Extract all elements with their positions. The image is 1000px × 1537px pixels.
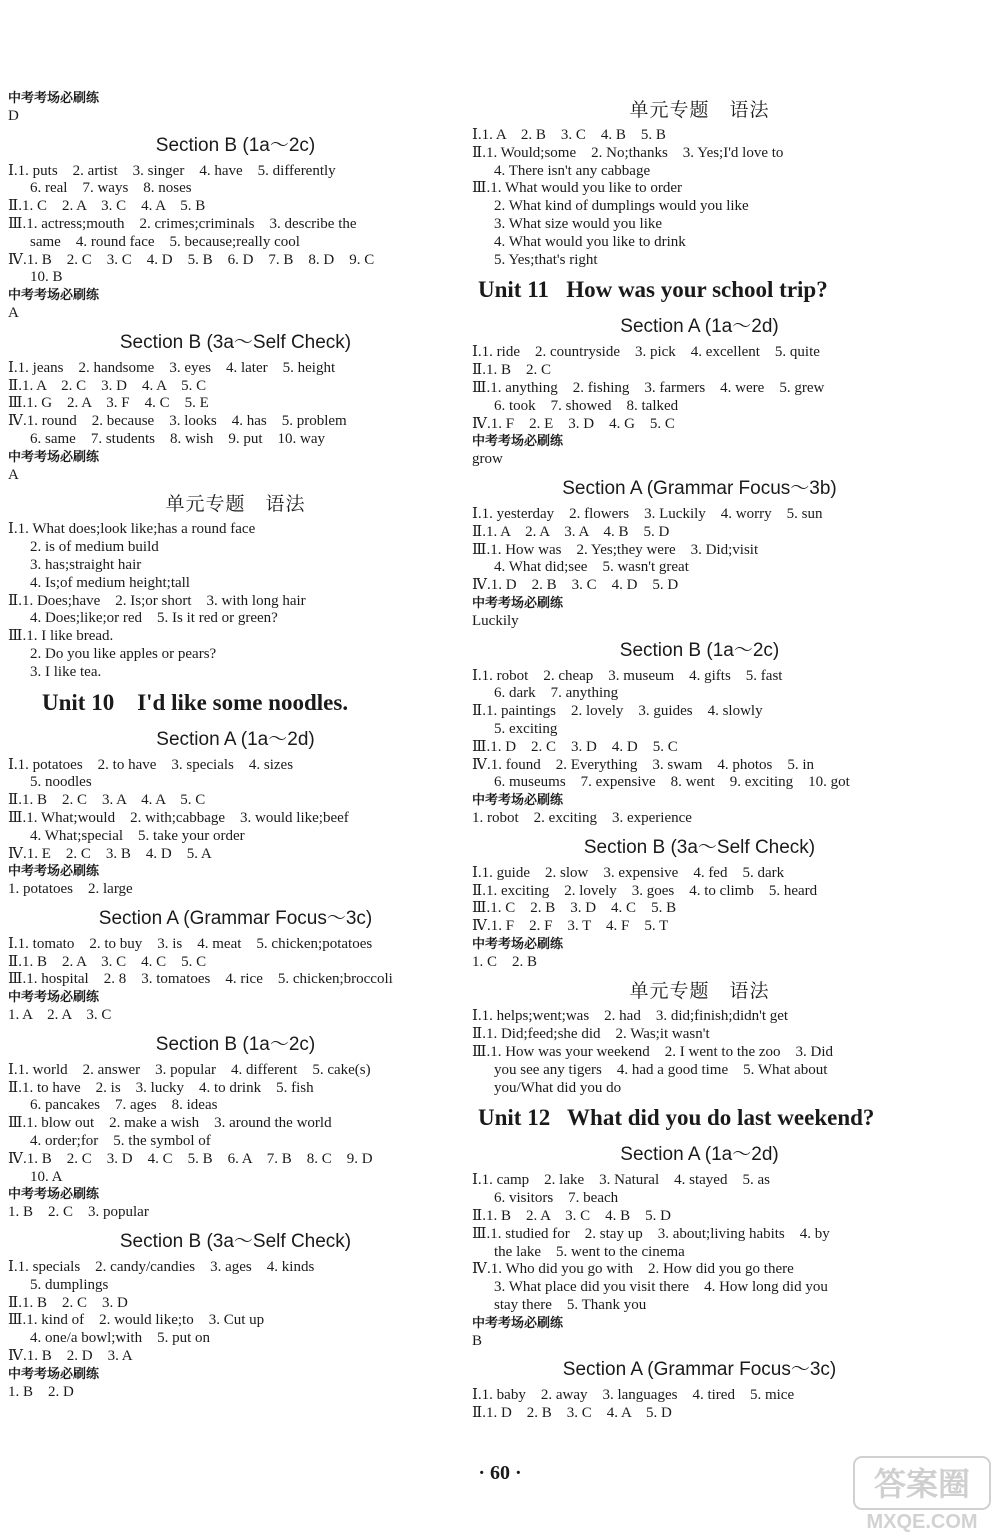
answer-line: 2. What kind of dumplings would you like (494, 198, 749, 215)
answer-line: 1. potatoes 2. large (8, 881, 133, 898)
answer-line: Ⅱ.1. B 2. C (472, 362, 551, 379)
answer-line: Ⅰ.1. specials 2. candy/candies 3. ages 4. kinds (8, 1259, 315, 1276)
answer-line: 4. Is;of medium height;tall (30, 574, 190, 591)
answer-line: 6. took 7. showed 8. talked (494, 397, 679, 414)
grammar-heading: 单元专题 语法 (629, 99, 770, 121)
answer-line: A (8, 304, 19, 321)
drill-label: 中考考场必刷练 (8, 288, 100, 304)
answer-line: 4. There isn't any cabbage (494, 162, 651, 179)
section-heading: Section A (Grammar Focus～3c) (562, 1359, 837, 1381)
answer-line: 5. Yes;that's right (494, 251, 598, 268)
answer-line: 10. A (30, 1168, 63, 1185)
unit-number: Unit 11 (478, 277, 549, 303)
answer-line: Ⅲ.1. What would you like to order (472, 180, 682, 197)
answer-line: 4. order;for 5. the symbol of (30, 1133, 211, 1150)
answer-line: 6. museums 7. expensive 8. went 9. exciting 10. got (494, 774, 850, 791)
unit-number: Unit 12 (478, 1105, 551, 1131)
section-heading: Section A (Grammar Focus～3b) (562, 477, 837, 499)
answer-line: 6. same 7. students 8. wish 9. put 10. way (30, 430, 325, 447)
answer-line: 6. pancakes 7. ages 8. ideas (30, 1097, 218, 1114)
answer-line: stay there 5. Thank you (494, 1297, 647, 1314)
section-heading: Section A (1a～2d) (620, 1144, 779, 1166)
answer-line: Ⅳ.1. D 2. B 3. C 4. D 5. D (472, 577, 679, 594)
answer-line: Ⅰ.1. puts 2. artist 3. singer 4. have 5. differently (8, 162, 336, 179)
answer-line: 4. What;special 5. take your order (30, 827, 245, 844)
answer-line: Ⅱ.1. paintings 2. lovely 3. guides 4. slowly (472, 703, 763, 720)
answer-line: Ⅳ.1. round 2. because 3. looks 4. has 5. problem (8, 413, 347, 430)
unit-title: What did you do last weekend? (567, 1105, 875, 1131)
answer-line: Ⅲ.1. hospital 2. 8 3. tomatoes 4. rice 5. chicken;broccoli (8, 971, 393, 988)
drill-label: 中考考场必刷练 (472, 936, 564, 952)
answer-line: Ⅱ.1. A 2. C 3. D 4. A 5. C (8, 377, 207, 394)
answer-line: Ⅳ.1. E 2. C 3. B 4. D 5. A (8, 845, 212, 862)
answer-line: 1. B 2. C 3. popular (8, 1204, 149, 1221)
watermark-brand: 答案圈 (873, 1465, 971, 1503)
answer-line: Luckily (472, 612, 519, 629)
answer-line: Ⅳ.1. F 2. E 3. D 4. G 5. C (472, 415, 675, 432)
answer-line: Ⅱ.1. C 2. A 3. C 4. A 5. B (8, 198, 206, 215)
section-heading: Section A (1a～2d) (620, 316, 779, 338)
grammar-heading: 单元专题 语法 (165, 493, 306, 516)
answer-line: Ⅳ.1. Who did you go with 2. How did you go there (472, 1261, 794, 1278)
answer-line: 4. Does;like;or red 5. Is it red or green? (30, 610, 278, 627)
answer-block (472, 506, 927, 595)
unit-number: Unit 10 (42, 689, 115, 715)
answer-line: 6. real 7. ways 8. noses (30, 180, 192, 197)
answer-line: Ⅲ.1. What;would 2. with;cabbage 3. would like;beef (8, 809, 349, 826)
answer-line: Ⅲ.1. C 2. B 3. D 4. C 5. B (472, 900, 677, 917)
section-heading: Section B (1a～2c) (155, 1033, 316, 1055)
section-heading: Section B (1a～2c) (155, 134, 316, 156)
answer-line: Ⅲ.1. blow out 2. make a wish 3. around the world (8, 1115, 332, 1132)
answer-line: 1. C 2. B (472, 953, 538, 970)
answer-line: D (8, 107, 19, 124)
drill-label: 中考考场必刷练 (472, 793, 564, 809)
answer-block (472, 127, 927, 269)
answer-line: Ⅳ.1. B 2. C 3. D 4. C 5. B 6. A 7. B 8. C 9. D (8, 1150, 373, 1167)
answer-block (472, 1008, 927, 1097)
drill-label: 中考考场必刷练 (472, 595, 564, 611)
section-heading: Section A (1a～2d) (156, 728, 315, 750)
answer-block (8, 360, 463, 449)
answer-line: 3. What place did you visit there 4. How long did you (494, 1279, 828, 1296)
answer-line: Ⅲ.1. How was 2. Yes;they were 3. Did;visit (472, 541, 759, 558)
answer-line: 4. one/a bowl;with 5. put on (30, 1330, 210, 1347)
answer-line: 5. dumplings (30, 1276, 109, 1293)
answer-line: Ⅰ.1. tomato 2. to buy 3. is 4. meat 5. chicken;potatoes (8, 935, 373, 952)
section-heading: Section B (3a～Self Check) (119, 331, 352, 353)
answer-line: grow (472, 451, 503, 468)
answer-line: 2. is of medium build (30, 539, 159, 556)
section-heading: Section B (3a～Self Check) (583, 836, 816, 858)
answer-block (472, 865, 927, 936)
answer-line: Ⅲ.1. actress;mouth 2. crimes;criminals 3. describe the (8, 215, 357, 232)
answer-line: 1. B 2. D (8, 1383, 74, 1400)
answer-line: Ⅰ.1. robot 2. cheap 3. museum 4. gifts 5. fast (472, 667, 783, 684)
answer-block (8, 163, 463, 288)
section-heading: Section B (3a～Self Check) (119, 1231, 352, 1253)
drill-label: 中考考场必刷练 (8, 91, 100, 106)
answer-line: Ⅲ.1. kind of 2. would like;to 3. Cut up (8, 1312, 265, 1329)
answer-line: Ⅲ.1. How was your weekend 2. I went to the zoo 3. Did (472, 1044, 834, 1061)
unit-heading (8, 686, 463, 720)
answer-line: 5. exciting (494, 720, 558, 737)
drill-label: 中考考场必刷练 (8, 864, 100, 880)
answer-line: A (8, 466, 19, 483)
answer-block (8, 521, 463, 681)
answer-block (472, 1387, 927, 1423)
answer-line: B (472, 1332, 483, 1349)
answer-line: Ⅰ.1. jeans 2. handsome 3. eyes 4. later 5. height (8, 359, 336, 376)
answer-line: Ⅱ.1. A 2. A 3. A 4. B 5. D (472, 523, 670, 540)
watermark-site: MXQE.COM (866, 1511, 978, 1533)
answer-line: 5. noodles (30, 774, 92, 791)
answer-block (8, 1259, 463, 1366)
section-heading: Section A (Grammar Focus～3c) (98, 907, 373, 929)
drill-label: 中考考场必刷练 (8, 449, 100, 465)
answer-line: Ⅱ.1. B 2. C 3. A 4. A 5. C (8, 792, 206, 809)
section-heading: Section B (1a～2c) (619, 639, 780, 661)
answer-line: you see any tigers 4. had a good time 5. What about (494, 1061, 828, 1078)
unit-heading (472, 1101, 927, 1135)
answer-block (472, 668, 927, 793)
answer-line: Ⅰ.1. potatoes 2. to have 3. specials 4. sizes (8, 756, 294, 773)
drill-label: 中考考场必刷练 (472, 1315, 564, 1331)
answer-line: Ⅳ.1. found 2. Everything 3. swam 4. photos 5. in (472, 756, 815, 773)
page-number: · 60 · (478, 1462, 522, 1484)
answer-line: Ⅰ.1. yesterday 2. flowers 3. Luckily 4. worry 5. sun (472, 505, 823, 522)
answer-line: 2. Do you like apples or pears? (30, 645, 217, 662)
answer-line: Ⅳ.1. B 2. C 3. C 4. D 5. B 6. D 7. B 8. D 9. C (8, 251, 375, 268)
answer-line: Ⅳ.1. F 2. F 3. T 4. F 5. T (472, 918, 669, 935)
answer-line: 1. A 2. A 3. C (8, 1007, 112, 1024)
drill-label: 中考考场必刷练 (8, 990, 100, 1006)
drill-label: 中考考场必刷练 (472, 434, 564, 450)
answer-line: Ⅱ.1. B 2. C 3. D (8, 1294, 128, 1311)
answer-line: Ⅲ.1. anything 2. fishing 3. farmers 4. were 5. grew (472, 379, 825, 396)
answer-line: the lake 5. went to the cinema (494, 1243, 685, 1260)
answer-line: 3. I like tea. (30, 663, 102, 680)
unit-title: How was your school trip? (566, 277, 828, 303)
unit-title: I'd like some noodles. (137, 689, 349, 715)
answer-line: Ⅰ.1. world 2. answer 3. popular 4. different 5. cake(s) (8, 1061, 371, 1078)
right-column (472, 90, 927, 1423)
answer-line: Ⅰ.1. A 2. B 3. C 4. B 5. B (472, 127, 666, 143)
answer-line: Ⅲ.1. G 2. A 3. F 4. C 5. E (8, 395, 209, 412)
answer-line: Ⅱ.1. Does;have 2. Is;or short 3. with long hair (8, 592, 306, 609)
answer-line: Ⅱ.1. B 2. A 3. C 4. B 5. D (472, 1208, 671, 1225)
answer-line: Ⅰ.1. camp 2. lake 3. Natural 4. stayed 5. as (472, 1172, 770, 1189)
answer-line: Ⅱ.1. B 2. A 3. C 4. C 5. C (8, 953, 207, 970)
answer-block (8, 757, 463, 864)
answer-line: Ⅲ.1. studied for 2. stay up 3. about;living habits 4. by (472, 1225, 830, 1242)
answer-line: you/What did you do (494, 1079, 622, 1096)
answer-line: Ⅱ.1. Would;some 2. No;thanks 3. Yes;I'd love to (472, 144, 784, 161)
answer-line: Ⅰ.1. guide 2. slow 3. expensive 4. fed 5. dark (472, 864, 785, 881)
answer-line: Ⅲ.1. I like bread. (8, 628, 114, 645)
answer-line: 1. robot 2. exciting 3. experience (472, 809, 692, 826)
answer-block (8, 936, 463, 989)
answer-line: same 4. round face 5. because;really cool (30, 233, 300, 250)
answer-line: Ⅱ.1. to have 2. is 3. lucky 4. to drink 5. fish (8, 1079, 314, 1096)
answer-line: 6. visitors 7. beach (494, 1190, 619, 1207)
answer-line: 4. What would you like to drink (494, 233, 686, 250)
unit-heading (472, 273, 927, 307)
answer-line: Ⅱ.1. exciting 2. lovely 3. goes 4. to climb 5. heard (472, 882, 818, 899)
drill-label: 中考考场必刷练 (8, 1366, 100, 1382)
answer-block (472, 344, 927, 433)
answer-line: 3. What size would you like (494, 215, 663, 232)
answer-line: 3. has;straight hair (30, 556, 142, 573)
answer-line: Ⅲ.1. D 2. C 3. D 4. D 5. C (472, 738, 678, 755)
answer-block (8, 1062, 463, 1187)
answer-line: Ⅱ.1. Did;feed;she did 2. Was;it wasn't (472, 1026, 710, 1043)
grammar-heading: 单元专题 语法 (629, 980, 770, 1003)
left-column (8, 90, 463, 1401)
answer-line: 6. dark 7. anything (494, 685, 619, 702)
answer-line: Ⅰ.1. ride 2. countryside 3. pick 4. excellent 5. quite (472, 344, 820, 361)
watermark-logo (852, 1455, 992, 1533)
answer-line: Ⅰ.1. What does;look like;has a round face (8, 521, 256, 538)
drill-label: 中考考场必刷练 (8, 1187, 100, 1203)
answer-line: 10. B (30, 269, 63, 286)
answer-line: Ⅳ.1. B 2. D 3. A (8, 1348, 133, 1365)
answer-line: 4. What did;see 5. wasn't great (494, 559, 689, 576)
answer-block (472, 1172, 927, 1314)
answer-line: Ⅱ.1. D 2. B 3. C 4. A 5. D (472, 1405, 672, 1422)
answer-line: Ⅰ.1. helps;went;was 2. had 3. did;finish;didn't get (472, 1008, 789, 1025)
answer-line: Ⅰ.1. baby 2. away 3. languages 4. tired 5. mice (472, 1387, 795, 1404)
